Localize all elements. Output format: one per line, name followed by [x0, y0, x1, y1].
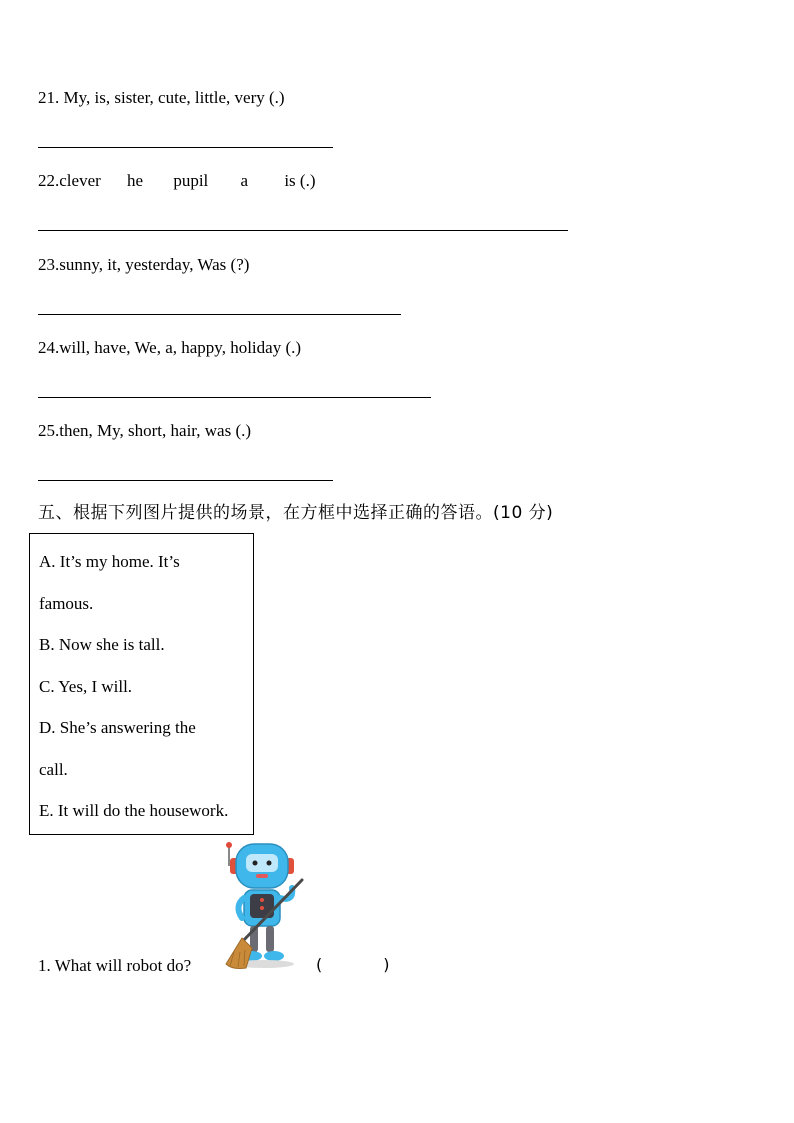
- question-text: then, My, short, hair, was (.): [59, 421, 252, 440]
- question-text: My, is, sister, cute, little, very (.): [59, 88, 285, 107]
- question-number: 23.: [38, 255, 60, 274]
- word: clever: [59, 171, 101, 190]
- answer-blank[interactable]: ( ): [316, 955, 390, 974]
- word: is (.): [284, 171, 316, 190]
- question-number: 25.: [38, 421, 60, 440]
- answer-line-24[interactable]: [38, 397, 431, 398]
- word: he: [127, 171, 144, 190]
- option-e: E. It will do the housework.: [39, 801, 229, 820]
- options-box: [29, 533, 254, 835]
- question-number: 21.: [38, 88, 60, 107]
- section-heading: 五、根据下列图片提供的场景，在方框中选择正确的答语。(10 分): [38, 503, 554, 523]
- word: pupil: [173, 171, 209, 190]
- question-text: will, have, We, a, happy, holiday (.): [59, 338, 302, 357]
- picture-question-1: 1. What will robot do?: [38, 956, 192, 975]
- option-d-cont: call.: [39, 760, 68, 779]
- word: a: [240, 171, 249, 190]
- answer-line-21[interactable]: [38, 147, 333, 148]
- question-23: [38, 255, 249, 275]
- option-c: C. Yes, I will.: [39, 677, 133, 696]
- question-number: 22.: [38, 171, 60, 190]
- question-22: [38, 171, 316, 191]
- question-25: [38, 421, 251, 441]
- option-b: B. Now she is tall.: [39, 635, 165, 654]
- option-d: D. She’s answering the: [39, 718, 196, 737]
- question-text: sunny, it, yesterday, Was (?): [59, 255, 250, 274]
- answer-line-23[interactable]: [38, 314, 401, 315]
- answer-line-25[interactable]: [38, 480, 333, 481]
- option-a: A. It’s my home. It’s: [39, 552, 180, 571]
- option-a-cont: famous.: [39, 594, 94, 613]
- question-21: [38, 88, 285, 108]
- robot-sweeping-illustration: [212, 840, 312, 972]
- question-number: 24.: [38, 338, 60, 357]
- answer-line-22[interactable]: [38, 230, 568, 231]
- question-24: [38, 338, 301, 358]
